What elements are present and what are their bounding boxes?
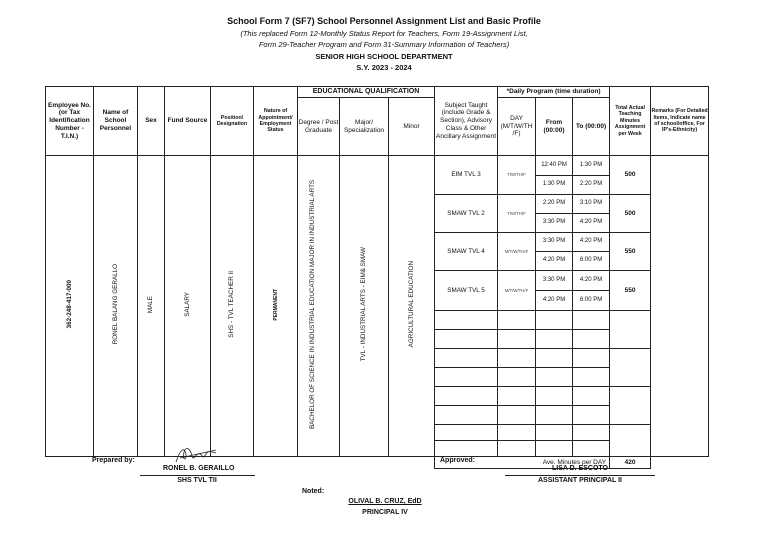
day-cell: T/W/TH/F bbox=[498, 156, 536, 195]
school-year: S.Y. 2023 - 2024 bbox=[356, 63, 412, 72]
to-cell: 3:10 PM bbox=[573, 195, 610, 214]
from-cell: 4:20 PM bbox=[536, 252, 573, 271]
from-cell: 3:30 PM bbox=[536, 214, 573, 233]
subject-cell: SMAW TVL 4 bbox=[435, 233, 498, 271]
prepared-by-name: RONEL B. GERAILLO bbox=[163, 465, 235, 472]
empty-cell bbox=[536, 368, 573, 387]
name-cell bbox=[94, 156, 138, 457]
col-subject-taught: Subject Taught (include Grade & Section), Advisory Class & Other Ancillary Assignment bbox=[435, 87, 498, 156]
prepared-by-label: Prepared by: bbox=[92, 457, 135, 464]
noted-title: PRINCIPAL IV bbox=[362, 509, 408, 516]
empty-cell bbox=[435, 441, 498, 457]
to-cell: 6:00 PM bbox=[573, 252, 610, 271]
ave-minutes-value: 420 bbox=[610, 457, 651, 469]
from-cell: 3:30 PM bbox=[536, 233, 573, 252]
personnel-assignment-table bbox=[45, 86, 709, 469]
col-remarks: Remarks (For Detailed Items, Indicate name of school/office, For IP's-Ethnicity) bbox=[651, 87, 709, 156]
col-day: DAY (M/T/W/TH /F) bbox=[498, 98, 536, 156]
empty-cell bbox=[498, 406, 536, 425]
empty-cell bbox=[573, 441, 610, 457]
employee-no: 362-248-417-000 bbox=[65, 280, 73, 329]
empty-cell bbox=[610, 425, 651, 457]
empty-cell bbox=[536, 349, 573, 368]
empty-cell bbox=[435, 349, 498, 368]
noted-label: Noted: bbox=[302, 488, 325, 495]
to-cell: 4:20 PM bbox=[573, 233, 610, 252]
employee-no-cell bbox=[46, 156, 94, 457]
day-cell: M/T/W/TH/F bbox=[498, 233, 536, 271]
empty-cell bbox=[498, 349, 536, 368]
personnel-name: RONEL BALANG GERALLO bbox=[111, 264, 119, 345]
nature-value: PERMANENT bbox=[272, 288, 279, 321]
empty-cell bbox=[498, 387, 536, 406]
spacer-cell bbox=[651, 457, 709, 469]
empty-cell bbox=[435, 387, 498, 406]
from-cell: 2:20 PM bbox=[536, 195, 573, 214]
empty-cell bbox=[610, 311, 651, 349]
subject-cell: SMAW TVL 2 bbox=[435, 195, 498, 233]
subject-cell: EIM TVL 3 bbox=[435, 156, 498, 195]
department: SENIOR HIGH SCHOOL DEPARTMENT bbox=[315, 52, 453, 61]
col-to: To (00:00) bbox=[573, 98, 610, 156]
signature-line bbox=[505, 475, 655, 476]
remarks-cell bbox=[651, 156, 709, 457]
position-cell bbox=[211, 156, 254, 457]
col-position: Position/ Designation bbox=[211, 87, 254, 156]
empty-cell bbox=[610, 387, 651, 425]
empty-cell bbox=[573, 387, 610, 406]
empty-cell bbox=[435, 311, 498, 330]
to-cell: 4:20 PM bbox=[573, 271, 610, 291]
col-major: Major/ Specialization bbox=[340, 98, 389, 156]
from-cell: 4:20 PM bbox=[536, 291, 573, 311]
fund-source-value: SALARY bbox=[183, 292, 191, 317]
from-cell: 1:30 PM bbox=[536, 176, 573, 195]
empty-cell bbox=[498, 368, 536, 387]
minutes-cell: 550 bbox=[610, 271, 651, 311]
empty-cell bbox=[573, 406, 610, 425]
major-value: TVL - INDUSTRIAL ARTS - EIM& SMAW bbox=[360, 247, 368, 362]
empty-cell bbox=[573, 425, 610, 441]
empty-cell bbox=[435, 406, 498, 425]
position-value: SHS - TVL TEACHER II bbox=[228, 271, 236, 338]
empty-cell bbox=[610, 349, 651, 387]
col-educational-qualification: EDUCATIONAL QUALIFICATION bbox=[298, 87, 435, 98]
empty-cell bbox=[435, 368, 498, 387]
col-name: Name of School Personnel bbox=[94, 87, 138, 156]
col-daily-program: *Daily Program (time duration) bbox=[498, 87, 610, 98]
ave-minutes-label: Ave. Minutes per DAY bbox=[435, 457, 610, 469]
minor-cell bbox=[389, 156, 435, 457]
prepared-by-title: SHS TVL TII bbox=[177, 477, 217, 484]
empty-cell bbox=[573, 349, 610, 368]
approved-title: ASSISTANT PRINCIPAL II bbox=[537, 477, 622, 484]
empty-cell bbox=[573, 311, 610, 330]
col-sex: Sex bbox=[138, 87, 165, 156]
empty-cell bbox=[573, 368, 610, 387]
to-cell: 2:20 PM bbox=[573, 176, 610, 195]
form-subtitle-2: Form 29-Teacher Program and Form 31-Summary Information of Teachers) bbox=[258, 40, 510, 49]
form-subtitle-1: (This replaced Form 12-Monthly Status Report for Teachers, Form 19-Assignment List, bbox=[240, 29, 528, 38]
minutes-cell: 500 bbox=[610, 156, 651, 195]
col-employee-no: Employee No. (or Tax Identification Number - T.I.N.) bbox=[46, 87, 94, 156]
sex-cell bbox=[138, 156, 165, 457]
empty-cell bbox=[498, 441, 536, 457]
nature-cell bbox=[254, 156, 298, 457]
empty-cell bbox=[536, 387, 573, 406]
day-cell: T/W/TH/F bbox=[498, 195, 536, 233]
empty-cell bbox=[536, 441, 573, 457]
fund-source-cell bbox=[165, 156, 211, 457]
empty-cell bbox=[573, 330, 610, 349]
minor-value: AGRICULTURAL EDUCATION bbox=[407, 261, 415, 348]
minutes-cell: 500 bbox=[610, 195, 651, 233]
sex-value: MALE bbox=[147, 296, 155, 314]
empty-cell bbox=[536, 330, 573, 349]
empty-cell bbox=[498, 311, 536, 330]
col-fund-source: Fund Source bbox=[165, 87, 211, 156]
col-minor: Minor bbox=[389, 98, 435, 156]
to-cell: 4:20 PM bbox=[573, 214, 610, 233]
empty-cell bbox=[536, 311, 573, 330]
degree-cell bbox=[298, 156, 340, 457]
empty-cell bbox=[536, 425, 573, 441]
col-from: From (00:00) bbox=[536, 98, 573, 156]
major-cell bbox=[340, 156, 389, 457]
empty-cell bbox=[498, 425, 536, 441]
from-cell: 12:40 PM bbox=[536, 156, 573, 176]
col-nature: Nature of Appointment/ Employment Status bbox=[254, 87, 298, 156]
form-title: School Form 7 (SF7) School Personnel Assignment List and Basic Profile bbox=[227, 16, 541, 26]
empty-cell bbox=[498, 330, 536, 349]
minutes-cell: 550 bbox=[610, 233, 651, 271]
empty-cell bbox=[536, 406, 573, 425]
signature-image bbox=[172, 444, 222, 466]
degree-value: BACHELOR OF SCIENCE IN INDUSTRIAL EDUCATION MAJOR IN INDUSTRIAL ARTS bbox=[308, 180, 316, 430]
signature-line bbox=[140, 475, 255, 476]
approved-name: LISA D. ESCOTO bbox=[551, 465, 608, 472]
col-total-minutes: Total Actual Teaching Minutes Assignment per Week bbox=[610, 87, 651, 156]
from-cell: 3:30 PM bbox=[536, 271, 573, 291]
subject-cell: SMAW TVL 5 bbox=[435, 271, 498, 311]
col-degree: Degree / Post Graduate bbox=[298, 98, 340, 156]
day-cell: M/T/W/TH/F bbox=[498, 271, 536, 311]
to-cell: 1:30 PM bbox=[573, 156, 610, 176]
empty-cell bbox=[435, 330, 498, 349]
noted-name: OLIVAL B. CRUZ, EdD bbox=[348, 498, 422, 505]
to-cell: 6:00 PM bbox=[573, 291, 610, 311]
empty-cell bbox=[435, 425, 498, 441]
approved-label: Approved: bbox=[440, 457, 475, 464]
